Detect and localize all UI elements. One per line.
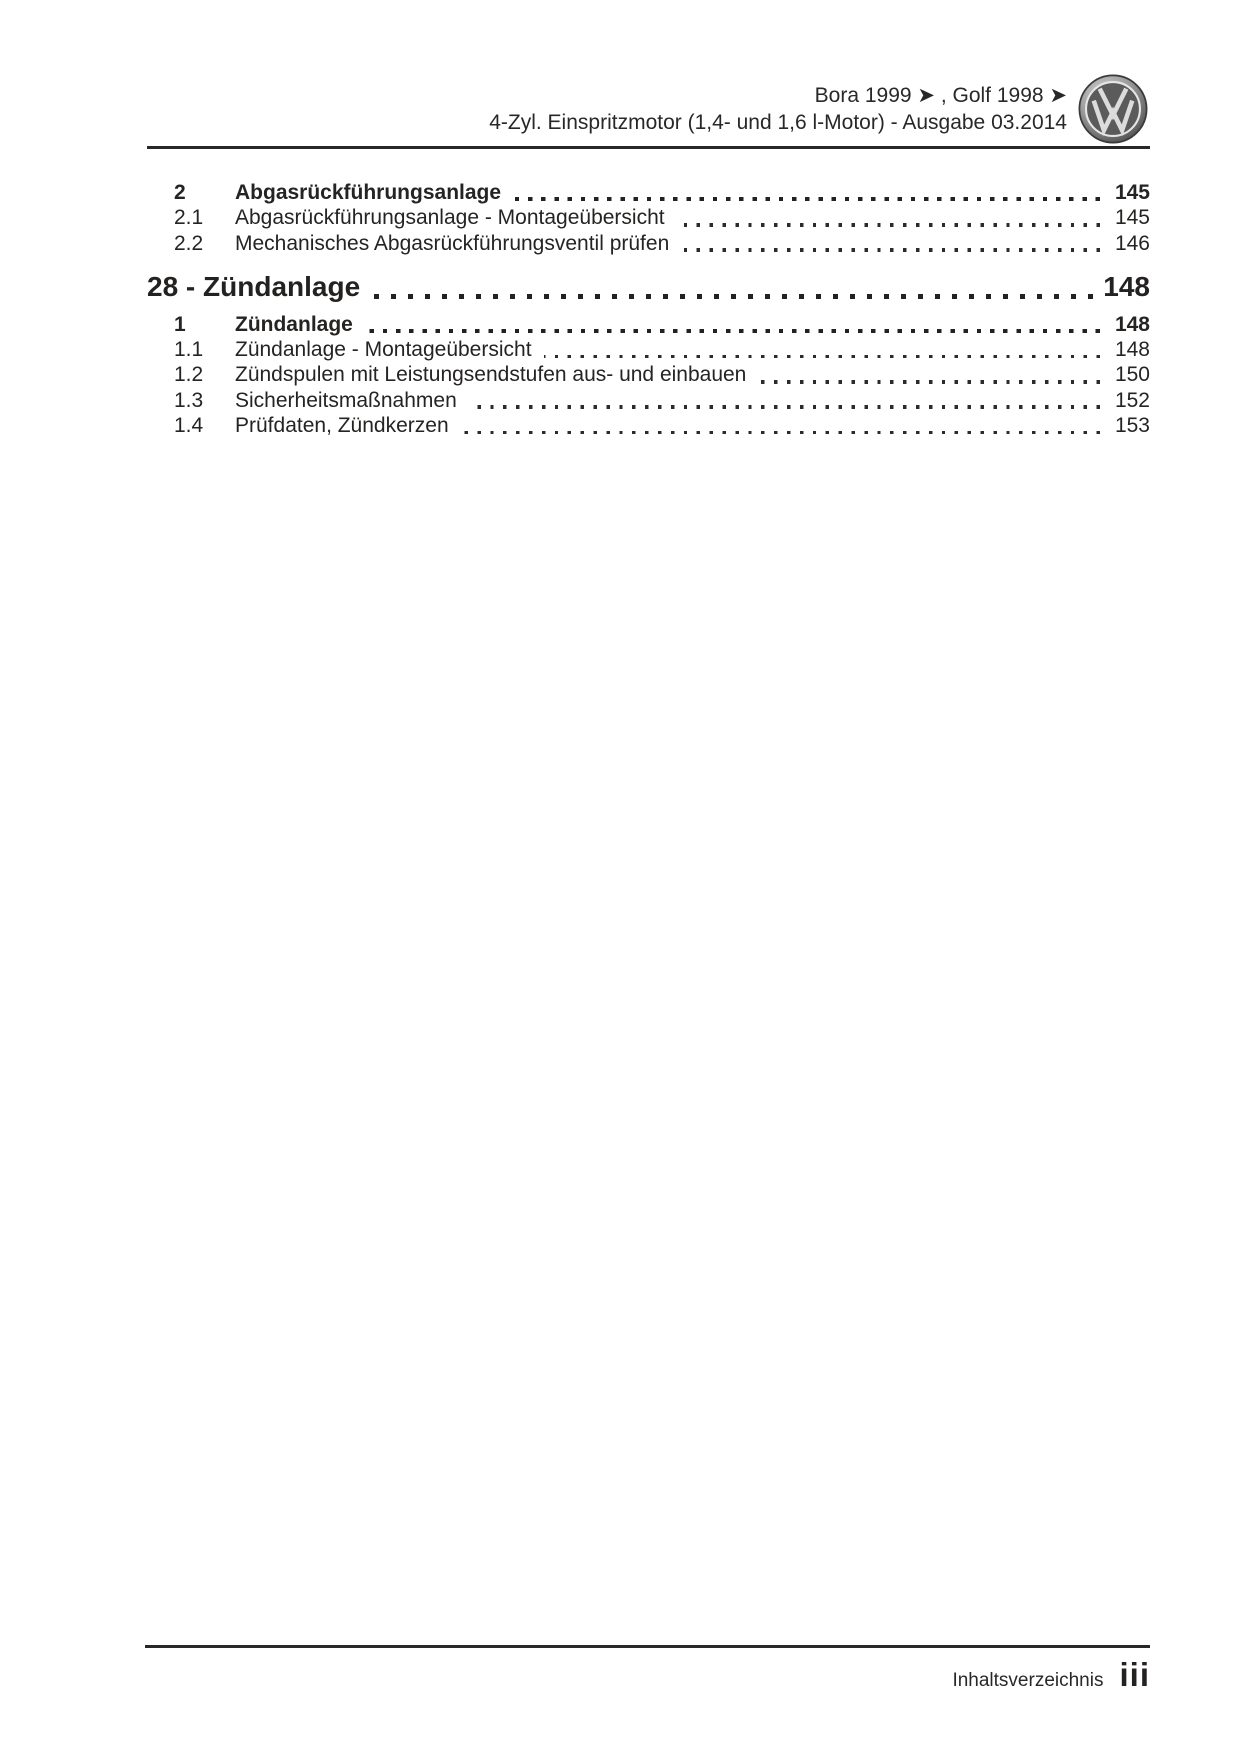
entry-title: Prüfdaten, Zündkerzen (235, 414, 449, 438)
entry-number: 1.4 (174, 414, 204, 438)
toc-entry-row (147, 337, 1150, 362)
entry-page-number: 150 (1114, 363, 1150, 387)
entry-number: 1.2 (174, 363, 204, 387)
toc-entry-row (147, 231, 1150, 256)
toc-entry-row (147, 362, 1150, 387)
entry-number: 1.1 (174, 338, 204, 362)
toc-chapter-row (147, 270, 1150, 304)
entry-title: Sicherheitsmaßnahmen (235, 388, 457, 412)
vw-logo-icon (1078, 74, 1148, 144)
dot-leader (544, 355, 1100, 359)
chapter-title: 28 - Zündanlage (147, 270, 361, 302)
entry-title: Abgasrückführungsanlage - Montageübersicht (235, 206, 665, 230)
footer-label: Inhaltsverzeichnis (952, 1670, 1104, 1691)
entry-page-number: 145 (1114, 181, 1150, 204)
entry-page-number: 148 (1114, 312, 1150, 336)
dot-leader (365, 329, 1100, 333)
dot-leader (469, 405, 1100, 409)
header-text (489, 82, 1067, 136)
footer-page-number: iii (1119, 1656, 1150, 1693)
chapter-page-number: 148 (1103, 270, 1150, 302)
toc-entry-row (147, 413, 1150, 438)
entry-number: 2 (174, 181, 186, 204)
entry-page-number: 145 (1114, 206, 1150, 230)
entry-page-number: 148 (1114, 338, 1150, 362)
entry-page-number: 146 (1114, 231, 1150, 255)
header-model-line: Bora 1999 ➤ , Golf 1998 ➤ (814, 84, 1067, 107)
entry-number: 1 (174, 312, 186, 336)
toc-entry-row (147, 388, 1150, 413)
dot-leader (758, 380, 1100, 384)
dot-leader (677, 223, 1100, 227)
entry-page-number: 152 (1114, 388, 1150, 412)
header-divider (147, 146, 1150, 149)
toc-entry-row (147, 180, 1150, 205)
entry-title: Mechanisches Abgasrückführungsventil prüfen (235, 231, 670, 255)
entry-number: 1.3 (174, 388, 204, 412)
footer-divider (145, 1645, 1150, 1648)
entry-number: 2.2 (174, 231, 204, 255)
dot-leader (681, 248, 1100, 252)
dot-leader (372, 294, 1093, 299)
dot-leader (461, 431, 1100, 435)
toc-entry-row (147, 312, 1150, 337)
table-of-contents (147, 180, 1150, 438)
entry-page-number: 153 (1114, 414, 1150, 438)
entry-number: 2.1 (174, 206, 204, 230)
entry-title: Abgasrückführungsanlage (235, 181, 502, 204)
toc-entry-row (147, 205, 1150, 230)
header-subtitle-line: 4-Zyl. Einspritzmotor (1,4- und 1,6 l-Motor) - Ausgabe 03.2014 (489, 111, 1067, 134)
dot-leader (513, 197, 1100, 201)
entry-title: Zündspulen mit Leistungsendstufen aus- und einbauen (235, 363, 747, 387)
footer-text (952, 1656, 1150, 1694)
entry-title: Zündanlage - Montageübersicht (235, 338, 532, 362)
entry-title: Zündanlage (235, 312, 353, 336)
